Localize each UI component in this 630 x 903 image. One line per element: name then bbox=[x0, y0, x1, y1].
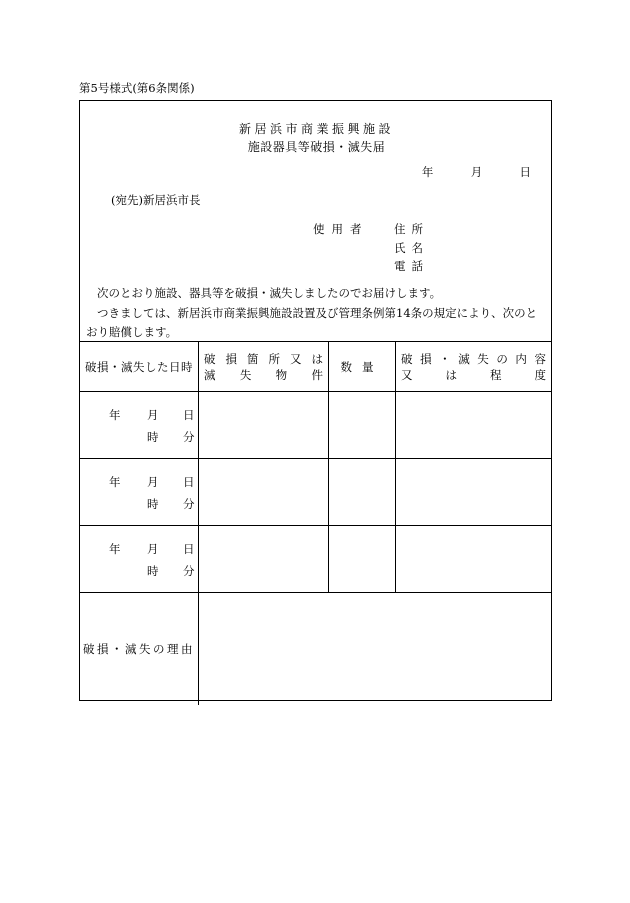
header-char: 破 bbox=[401, 351, 413, 366]
row-day-label: 日 bbox=[183, 408, 195, 422]
row-month-label: 月 bbox=[147, 408, 159, 422]
header-content bbox=[396, 342, 552, 392]
row-minute-label: 分 bbox=[183, 564, 195, 578]
form-frame bbox=[79, 100, 552, 701]
location-cell[interactable] bbox=[199, 392, 329, 459]
row-hour-label: 時 bbox=[147, 430, 159, 444]
date-day-label: 日 bbox=[519, 165, 531, 179]
submission-date bbox=[422, 164, 531, 180]
header-char: 程 bbox=[490, 367, 502, 382]
table-row bbox=[80, 392, 551, 459]
header-char: 物 bbox=[275, 367, 288, 382]
header-quantity: 数量 bbox=[329, 342, 396, 392]
tel-field-label: 電話 bbox=[394, 259, 429, 273]
table-header-row bbox=[80, 342, 551, 392]
reason-cell[interactable] bbox=[199, 593, 552, 705]
header-char: 又 bbox=[290, 351, 302, 366]
header-char: 内 bbox=[515, 351, 527, 366]
datetime-cell[interactable] bbox=[80, 392, 199, 459]
header-char: の bbox=[496, 351, 508, 366]
reason-label: 破損・滅失の理由 bbox=[80, 593, 199, 705]
date-year-label: 年 bbox=[421, 165, 434, 179]
row-hour-label: 時 bbox=[147, 497, 159, 511]
form-title-report: 施設器具等破損・滅失届 bbox=[247, 140, 386, 154]
header-location-line2 bbox=[204, 367, 323, 383]
quantity-cell[interactable] bbox=[329, 392, 396, 459]
table-row bbox=[80, 459, 551, 526]
row-day-label: 日 bbox=[183, 475, 195, 489]
name-field-label: 氏名 bbox=[394, 241, 429, 255]
header-char: 滅 bbox=[204, 367, 216, 382]
row-month-label: 月 bbox=[147, 542, 159, 556]
form-number-label: 第5号様式(第6条関係) bbox=[79, 81, 195, 95]
header-char: は bbox=[445, 367, 457, 382]
quantity-cell[interactable] bbox=[329, 526, 396, 593]
header-char: 件 bbox=[311, 367, 323, 382]
header-char: 箇 bbox=[247, 351, 259, 366]
address-field-label: 住所 bbox=[394, 222, 429, 236]
header-char: 所 bbox=[268, 351, 280, 366]
datetime-cell[interactable] bbox=[80, 526, 199, 593]
table-row bbox=[80, 526, 551, 593]
row-hour-label: 時 bbox=[147, 564, 159, 578]
header-char: 又 bbox=[401, 367, 413, 382]
row-minute-label: 分 bbox=[183, 430, 195, 444]
datetime-cell[interactable] bbox=[80, 459, 199, 526]
location-cell[interactable] bbox=[199, 526, 329, 593]
content-cell[interactable] bbox=[396, 459, 552, 526]
location-cell[interactable] bbox=[199, 459, 329, 526]
row-minute-label: 分 bbox=[183, 497, 195, 511]
header-location bbox=[199, 342, 329, 392]
row-year-label: 年 bbox=[109, 542, 121, 556]
user-label: 使用者 bbox=[313, 222, 369, 236]
header-char: 損 bbox=[225, 351, 237, 366]
header-datetime: 破損・滅失した日時 bbox=[80, 342, 199, 392]
header-char: 失 bbox=[477, 351, 489, 366]
quantity-cell[interactable] bbox=[329, 459, 396, 526]
row-month-label: 月 bbox=[147, 475, 159, 489]
form-title-facility: 新居浜市商業振興施設 bbox=[238, 122, 394, 136]
row-year-label: 年 bbox=[109, 475, 121, 489]
header-char: 滅 bbox=[458, 351, 470, 366]
header-char: ・ bbox=[439, 351, 451, 366]
row-year-label: 年 bbox=[109, 408, 121, 422]
header-char: 破 bbox=[204, 351, 216, 366]
header-char: は bbox=[311, 351, 323, 366]
content-cell[interactable] bbox=[396, 392, 552, 459]
damage-table bbox=[80, 341, 551, 705]
header-location-line1 bbox=[204, 351, 323, 367]
row-day-label: 日 bbox=[183, 542, 195, 556]
reason-row bbox=[80, 593, 551, 705]
header-char: 度 bbox=[534, 367, 546, 382]
content-cell[interactable] bbox=[396, 526, 552, 593]
header-char: 損 bbox=[420, 351, 432, 366]
header-content-line2 bbox=[401, 367, 546, 383]
date-month-label: 月 bbox=[470, 165, 483, 179]
addressee: (宛先)新居浜市長 bbox=[111, 193, 201, 207]
header-char: 容 bbox=[534, 351, 546, 366]
notice-text-2: つきましては、新居浜市商業振興施設設置及び管理条例第14条の規定により、次のとおり賠償します。 bbox=[86, 306, 538, 339]
header-char: 失 bbox=[239, 367, 252, 382]
header-content-line1 bbox=[401, 351, 546, 367]
notice-text-1: 次のとおり施設、器具等を破損・滅失しましたのでお届けします。 bbox=[97, 286, 442, 300]
